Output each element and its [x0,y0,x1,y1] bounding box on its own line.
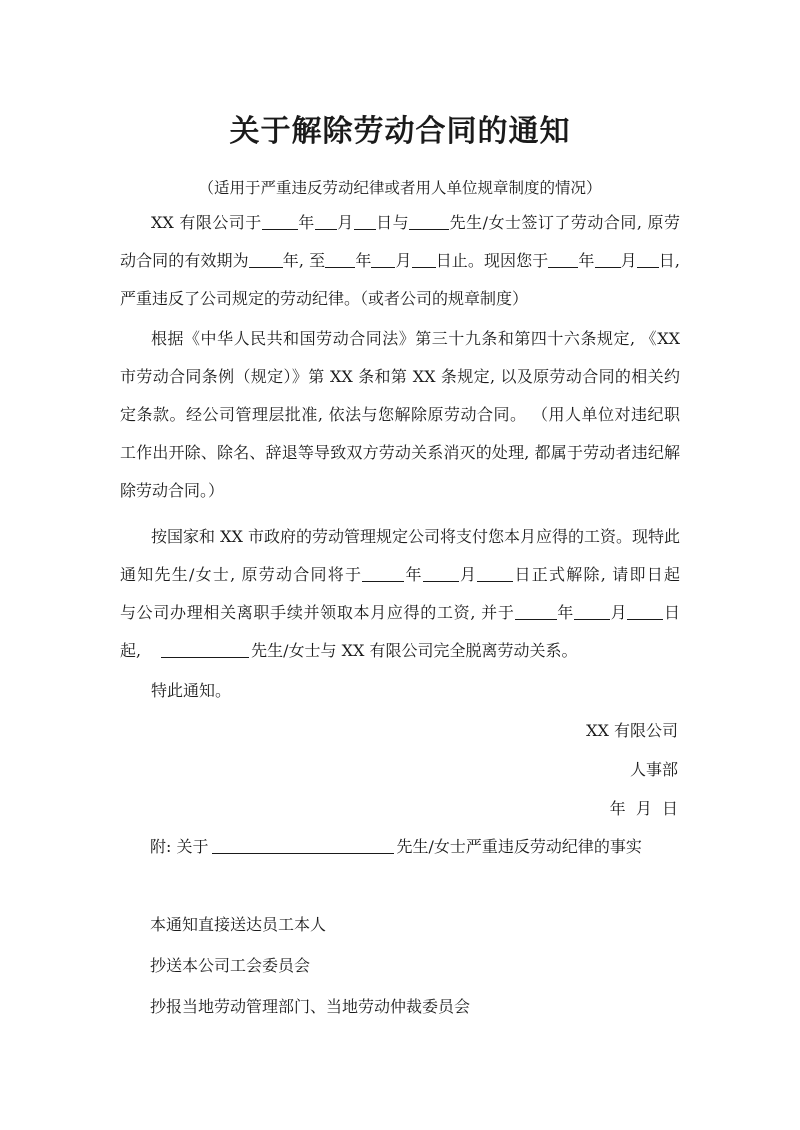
para3-line3: 与公司办理相关离职手续并领取本月应得的工资, 并于 年 月 日 [120,603,680,622]
blank-sign-year [262,213,298,230]
blank-end-month [371,251,395,268]
signature-company: XX 有限公司 [586,721,678,740]
distribution-item: 抄报当地劳动管理部门、当地劳动仲裁委员会 [150,997,471,1016]
para2-line2: 市劳动合同条例（规定）》第 XX 条和第 XX 条规定, 以及原劳动合同的相关约 [120,367,680,386]
para1-line3: 严重违反了公司规定的劳动纪律。（或者公司的规章制度） [120,289,529,308]
closing-line: 特此通知。 [151,681,232,700]
attachment-line: 附: 关于 先生/女士严重违反劳动纪律的事实 [150,837,642,856]
paragraph-contract-info [120,204,680,318]
para2-line3: 定条款。经公司管理层批准, 依法与您解除原劳动合同。 （用人单位对违纪职 [120,405,680,424]
signature-department: 人事部 [629,760,678,779]
para3-line2: 通知先生/女士, 原劳动合同将于 年 月 日正式解除, 请即日起 [120,565,680,584]
para2-line4: 工作出开除、除名、辞退等导致双方劳动关系消灭的处理, 都属于劳动者违纪解 [120,443,680,462]
para1-line1: XX 有限公司于 年 月 日与 先生/女士签订了劳动合同, 原劳 [151,213,680,232]
para2-line1: 根据《中华人民共和国劳动合同法》第三十九条和第四十六条规定, 《XX [151,329,680,348]
blank-violation-month [595,251,621,268]
blank-sign-day [354,213,376,230]
paragraph-legal-basis [120,320,680,510]
para3-line1: 按国家和 XX 市政府的劳动管理规定公司将支付您本月应得的工资。现特此 [151,527,680,546]
blank-employee-name [409,213,449,230]
blank-termination-month [423,565,459,582]
blank-sign-month [315,213,337,230]
blank-violation-day [637,251,659,268]
blank-valid-years [249,251,283,268]
blank-separation-month [574,603,610,620]
blank-end-day [412,251,436,268]
blank-termination-day [477,565,513,582]
para1-line2: 动合同的有效期为 年, 至 年 月 日止。现因您于 年 月 日, [120,251,680,270]
signature-date: 年 月 日 [609,799,678,818]
distribution-item: 本通知直接送达员工本人 [150,915,327,934]
blank-termination-year [362,565,404,582]
document-title: 关于解除劳动合同的通知 [229,114,571,149]
blank-separation-day [627,603,663,620]
distribution-item: 抄送本公司工会委员会 [150,956,311,975]
para2-line5: 除劳动合同。） [120,481,225,500]
para3-line4: 起, 先生/女士与 XX 有限公司完全脱离劳动关系。 [120,641,578,660]
blank-separation-year [515,603,557,620]
blank-end-year [325,251,355,268]
blank-attachment-name [212,837,394,854]
blank-employee-name-2 [161,641,249,658]
blank-violation-year [548,251,578,268]
paragraph-termination [120,518,680,670]
document-subtitle: （适用于严重违反劳动纪律或者用人单位规章制度的情况） [198,179,602,197]
